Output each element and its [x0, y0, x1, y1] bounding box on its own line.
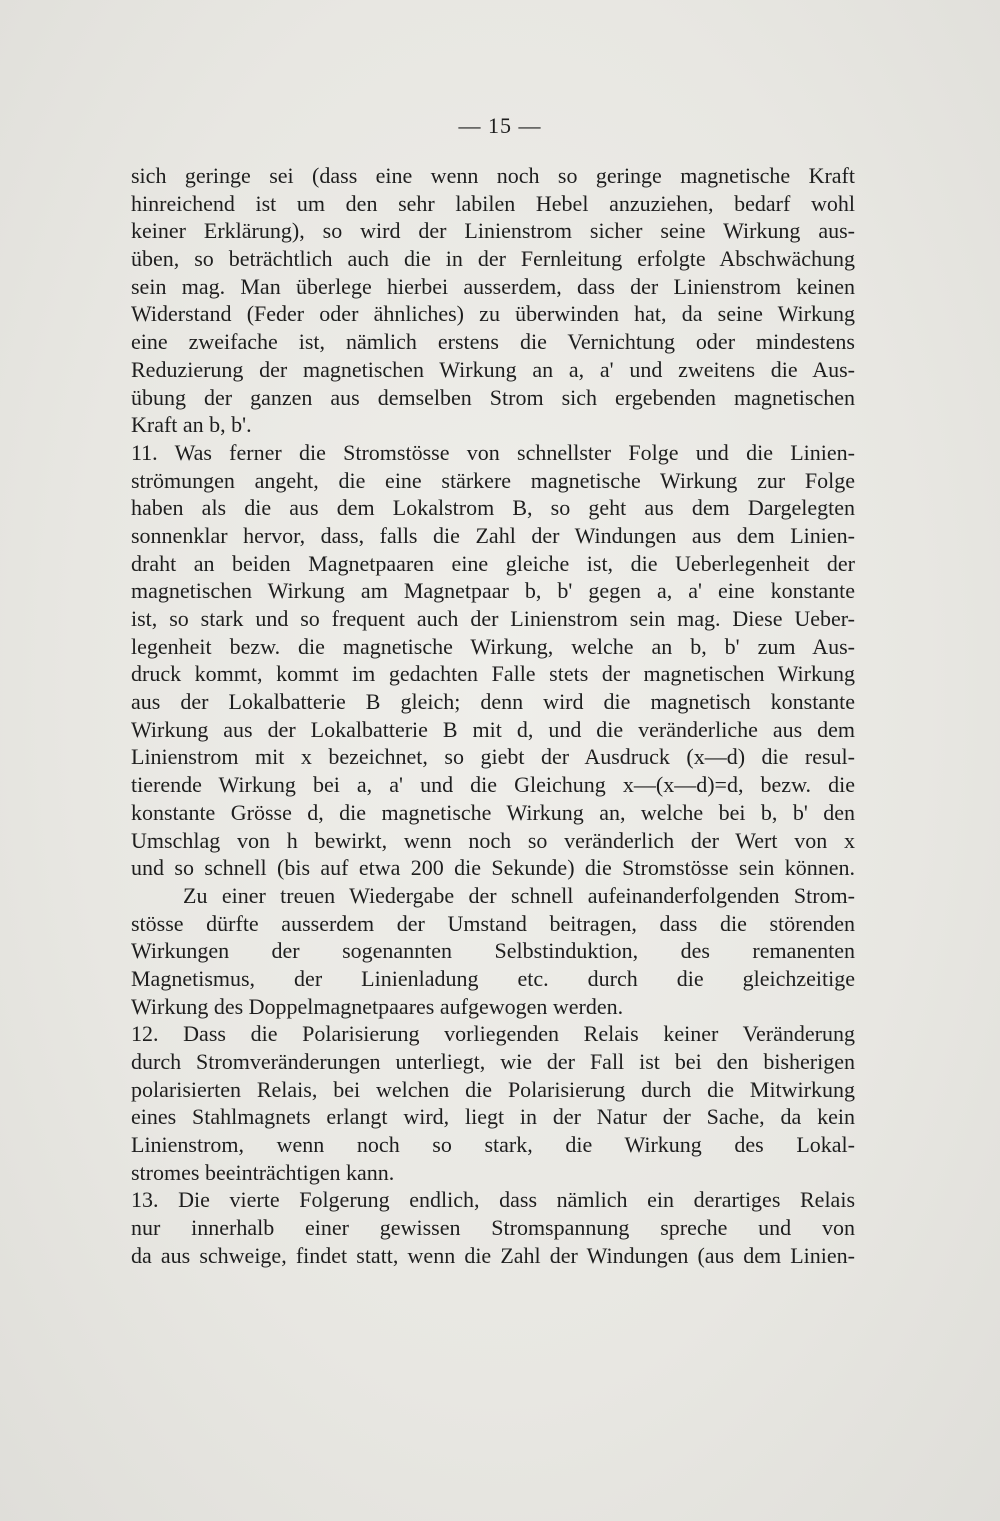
- page-number: — 15 —: [458, 113, 542, 138]
- text-line: Linienstrom mit x bezeichnet, so giebt der Ausdruck (x—d) die resul-: [131, 744, 855, 770]
- text-line: Magnetismus, der Linienladung etc. durch die gleichzeitige: [131, 965, 855, 991]
- text-line: Wirkungen der sogenannten Selbstinduktion, des remanenten: [131, 938, 855, 964]
- text-line: 11. Was ferner die Stromstösse von schnellster Folge und die Linien-: [131, 439, 855, 465]
- text-line: haben als die aus dem Lokalstrom B, so geht aus dem Dargelegten: [131, 495, 855, 521]
- text-line: Umschlag von h bewirkt, wenn noch so veränderlich der Wert von x: [131, 827, 855, 853]
- text-line: magnetischen Wirkung am Magnetpaar b, b' gegen a, a' eine konstante: [131, 578, 855, 604]
- text-line: stromes beeinträchtigen kann.: [131, 1159, 395, 1185]
- text-line: hinreichend ist um den sehr labilen Hebel anzuziehen, bedarf wohl: [131, 190, 855, 216]
- text-line: Wirkung aus der Lokalbatterie B mit d, und die veränderliche aus dem: [131, 716, 855, 742]
- text-line: eine zweifache ist, nämlich erstens die Vernichtung oder mindestens: [131, 329, 855, 355]
- text-line: üben, so beträchtlich auch die in der Fernleitung erfolgte Abschwächung: [131, 246, 855, 272]
- text-line: Wirkung des Doppelmagnetpaares aufgewogen werden.: [131, 993, 624, 1019]
- text-line: 13. Die vierte Folgerung endlich, dass nämlich ein derartiges Relais: [131, 1187, 855, 1213]
- body-text: [131, 162, 855, 1270]
- text-line: legenheit bezw. die magnetische Wirkung, welche an b, b' zum Aus-: [131, 633, 855, 659]
- text-line: konstante Grösse d, die magnetische Wirkung an, welche bei b, b' den: [131, 799, 855, 825]
- text-line: da aus schweige, findet statt, wenn die Zahl der Windungen (aus dem Linien-: [131, 1242, 855, 1268]
- text-line: 12. Dass die Polarisierung vorliegenden Relais keiner Veränderung: [131, 1021, 855, 1047]
- text-line: sein mag. Man überlege hierbei ausserdem, dass der Linienstrom keinen: [131, 273, 855, 299]
- text-line: durch Stromveränderungen unterliegt, wie der Fall ist bei den bisherigen: [131, 1049, 855, 1074]
- text-line: Kraft an b, b'.: [131, 412, 252, 438]
- text-line: Widerstand (Feder oder ähnliches) zu überwinden hat, da seine Wirkung: [131, 301, 855, 327]
- text-line: aus der Lokalbatterie B gleich; denn wird die magnetisch konstante: [131, 689, 855, 715]
- text-line: polarisierten Relais, bei welchen die Polarisierung durch die Mitwirkung: [131, 1076, 855, 1102]
- text-line: keiner Erklärung), so wird der Linienstrom sicher seine Wirkung aus-: [131, 218, 855, 244]
- text-line: stösse dürfte ausserdem der Umstand beitragen, dass die störenden: [131, 910, 855, 936]
- text-line: Linienstrom, wenn noch so stark, die Wirkung des Lokal-: [131, 1132, 855, 1158]
- text-line: sonnenklar hervor, dass, falls die Zahl der Windungen aus dem Linien-: [131, 522, 855, 548]
- text-line: Zu einer treuen Wiedergabe der schnell aufeinanderfolgenden Strom-: [183, 882, 855, 908]
- text-line: Reduzierung der magnetischen Wirkung an a, a' und zweitens die Aus-: [131, 356, 855, 382]
- text-line: und so schnell (bis auf etwa 200 die Sekunde) die Stromstösse sein können.: [131, 855, 855, 881]
- text-line: nur innerhalb einer gewissen Stromspannung spreche und von: [131, 1215, 855, 1241]
- text-line: draht an beiden Magnetpaaren eine gleiche ist, die Ueberlegenheit der: [131, 550, 855, 576]
- text-line: eines Stahlmagnets erlangt wird, liegt in der Natur der Sache, da kein: [131, 1104, 855, 1130]
- text-line: strömungen angeht, die eine stärkere magnetische Wirkung zur Folge: [131, 467, 855, 493]
- text-line: tierende Wirkung bei a, a' und die Gleichung x—(x—d)=d, bezw. die: [131, 772, 855, 798]
- text-line: ist, so stark und so frequent auch der Linienstrom sein mag. Diese Ueber-: [131, 606, 855, 631]
- text-line: druck kommt, kommt im gedachten Falle stets der magnetischen Wirkung: [131, 661, 855, 687]
- text-line: sich geringe sei (dass eine wenn noch so geringe magnetische Kraft: [131, 163, 855, 188]
- text-line: übung der ganzen aus demselben Strom sich ergebenden magnetischen: [131, 384, 855, 410]
